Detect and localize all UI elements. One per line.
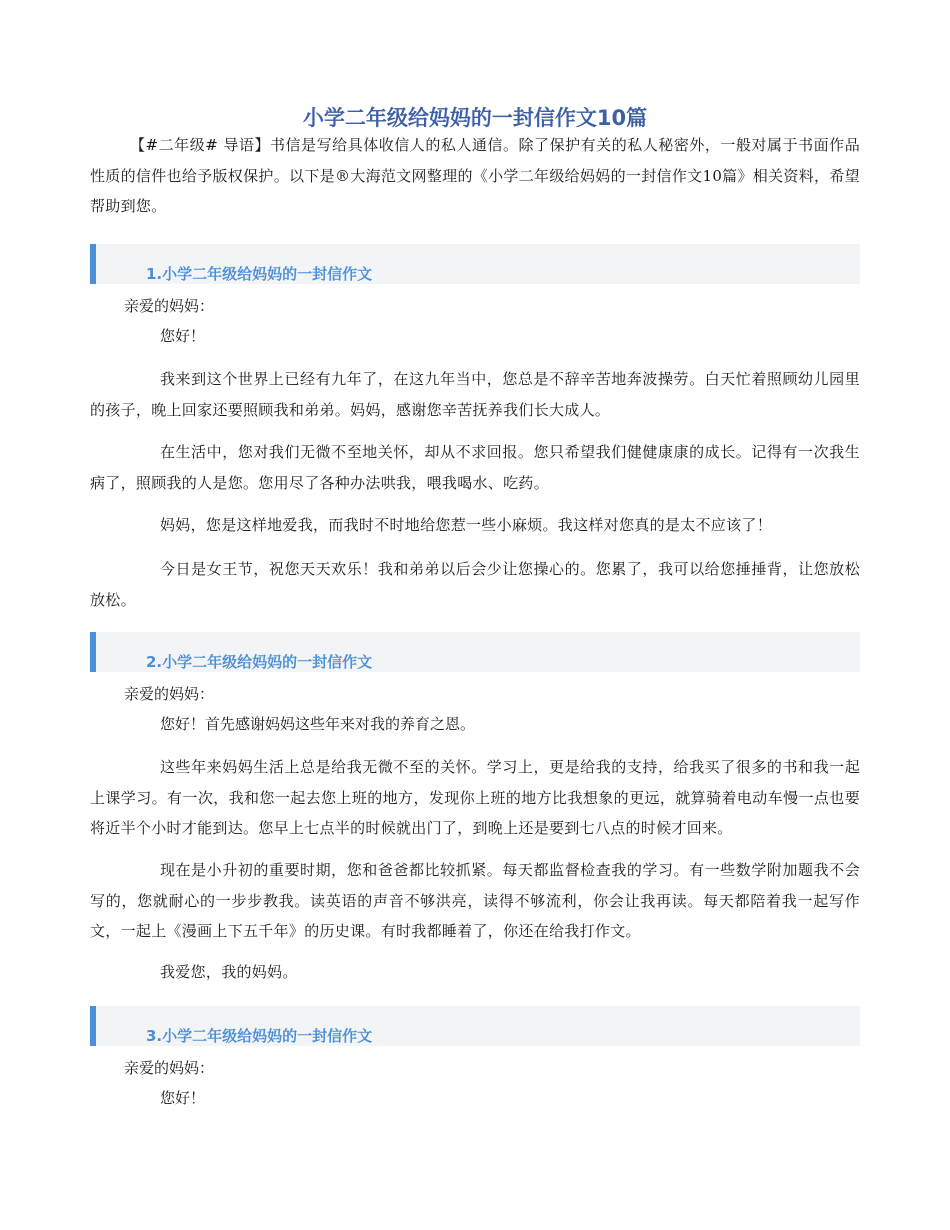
body-paragraph: 妈妈，您是这样地爱我，而我时不时地给您惹一些小麻烦。我这样对您真的是太不应该了！ bbox=[160, 516, 773, 534]
salutation: 亲爱的妈妈： bbox=[124, 1059, 215, 1077]
greeting: 您好！ bbox=[160, 327, 206, 345]
section-heading-1 bbox=[90, 244, 860, 284]
greeting: 您好！ bbox=[160, 1089, 206, 1107]
body-paragraph: 我来到这个世界上已经有九年了，在这九年当中，您总是不辞辛苦地奔波操劳。白天忙着照顾幼儿园里的孩子，晚上回家还要照顾我和弟弟。妈妈，感谢您辛苦抚养我们长大成人。 bbox=[90, 370, 860, 419]
section-heading-3 bbox=[90, 1006, 860, 1046]
body-paragraph: 今日是女王节，祝您天天欢乐！我和弟弟以后会少让您操心的。您累了，我可以给您捶捶背，让您放松放松。 bbox=[90, 560, 860, 609]
heading-accent-bar bbox=[90, 244, 96, 284]
heading-accent-bar bbox=[90, 1006, 96, 1046]
heading-accent-bar bbox=[90, 632, 96, 672]
document-title: 小学二年级给妈妈的一封信作文10篇 bbox=[302, 106, 648, 130]
body-paragraph: 在生活中，您对我们无微不至地关怀，却从不求回报。您只希望我们健健康康的成长。记得有一次我生病了，照顾我的人是您。您用尽了各种办法哄我，喂我喝水、吃药。 bbox=[90, 443, 860, 492]
section-heading-text: 3.小学二年级给妈妈的一封信作文 bbox=[146, 1027, 373, 1045]
intro-paragraph: 【#二年级# 导语】书信是写给具体收信人的私人通信。除了保护有关的私人秘密外，一般对属于书面作品性质的信件也给予版权保护。以下是®大海范文网整理的《小学二年级给妈妈的一封信作文10篇》相关资料，希望帮助到您。 bbox=[90, 136, 860, 215]
body-paragraph: 现在是小升初的重要时期，您和爸爸都比较抓紧。每天都监督检查我的学习。有一些数学附加题我不会写的，您就耐心的一步步教我。读英语的声音不够洪亮，读得不够流利，你会让我再读。每天都陪着我一起写作文，一起上《漫画上下五千年》的历史课。有时我都睡着了，你还在给我打作文。 bbox=[90, 861, 860, 940]
body-paragraph: 这些年来妈妈生活上总是给我无微不至的关怀。学习上，更是给我的支持，给我买了很多的书和我一起上课学习。有一次，我和您一起去您上班的地方，发现你上班的地方比我想象的更远，就算骑着电动车慢一点也要将近半个小时才能到达。您早上七点半的时候就出门了，到晚上还是要到七八点的时候才回来。 bbox=[90, 758, 860, 837]
section-heading-text: 2.小学二年级给妈妈的一封信作文 bbox=[146, 653, 373, 671]
salutation: 亲爱的妈妈： bbox=[124, 297, 215, 315]
section-heading-text: 1.小学二年级给妈妈的一封信作文 bbox=[146, 265, 373, 283]
body-paragraph: 我爱您，我的妈妈。 bbox=[160, 963, 298, 981]
greeting: 您好！首先感谢妈妈这些年来对我的养育之恩。 bbox=[160, 715, 476, 733]
salutation: 亲爱的妈妈： bbox=[124, 685, 215, 703]
section-heading-2 bbox=[90, 632, 860, 672]
